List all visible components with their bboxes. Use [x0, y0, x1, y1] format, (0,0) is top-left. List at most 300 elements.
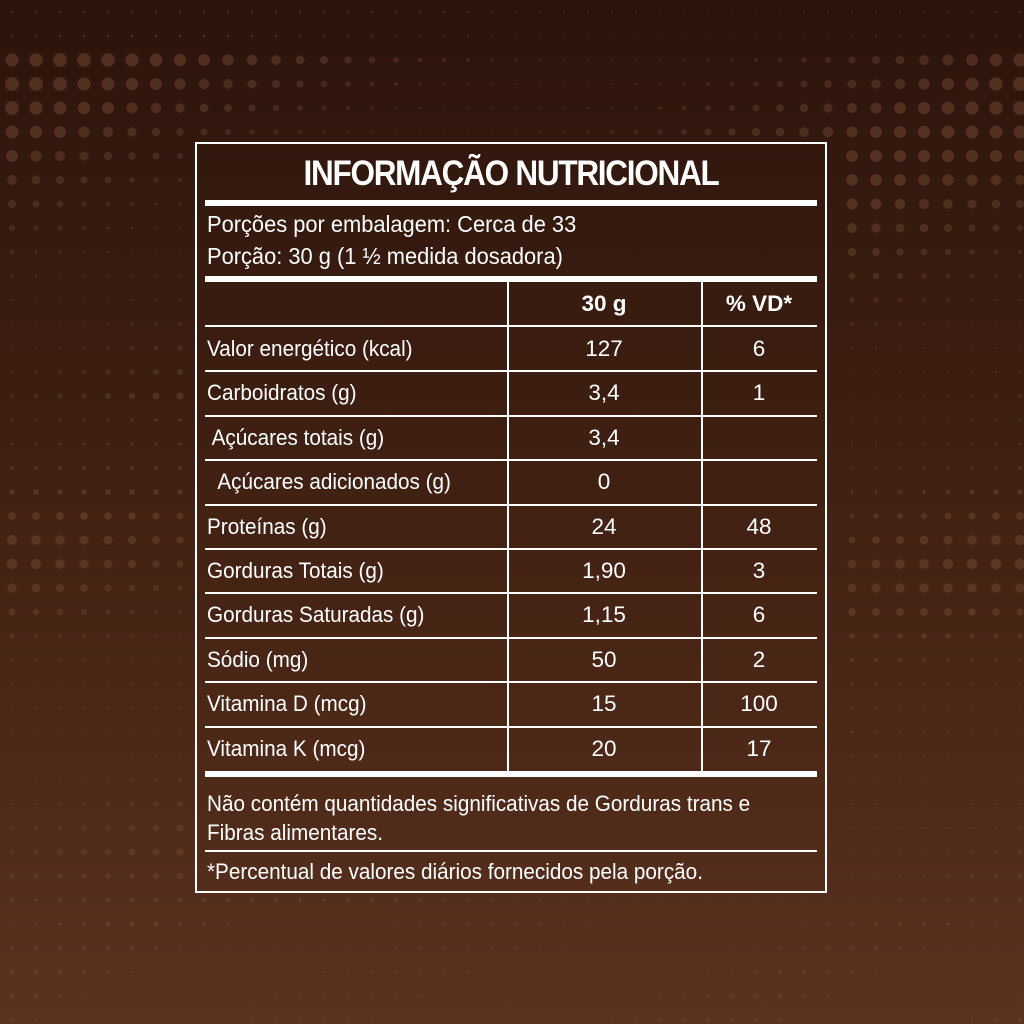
background-dot: [57, 873, 62, 878]
background-dot: [968, 512, 975, 519]
background-dot: [898, 946, 902, 950]
background-dot: [59, 299, 61, 301]
background-dot: [34, 466, 38, 470]
background-dot: [78, 102, 90, 114]
background-dot: [227, 995, 229, 997]
background-dot: [130, 346, 134, 350]
background-dot: [943, 199, 953, 209]
background-dot: [682, 106, 687, 111]
background-dot: [466, 970, 470, 974]
background-dot: [994, 634, 999, 639]
background-dot: [965, 101, 978, 114]
background-dot: [1017, 225, 1023, 231]
background-dot: [418, 946, 422, 950]
background-dot: [150, 54, 163, 67]
background-dot: [107, 11, 109, 13]
background-dot: [104, 584, 111, 591]
background-dot: [995, 923, 997, 925]
background-dot: [994, 898, 998, 902]
background-dot: [203, 971, 205, 973]
background-dot: [178, 610, 182, 614]
background-dot: [872, 608, 880, 616]
background-dot: [105, 177, 112, 184]
background-dot: [370, 994, 375, 999]
background-dot: [10, 898, 14, 902]
background-dot: [33, 225, 39, 231]
background-dot: [106, 226, 110, 230]
background-dot: [991, 559, 1002, 570]
background-dot: [921, 249, 928, 256]
background-dot: [923, 443, 926, 446]
background-dot: [107, 995, 109, 997]
background-dot: [58, 466, 62, 470]
background-dot: [227, 11, 229, 13]
background-dot: [7, 583, 16, 592]
background-dot: [11, 707, 14, 710]
background-dot: [11, 923, 13, 925]
background-dot: [53, 53, 67, 67]
background-dot: [151, 103, 161, 113]
background-dot: [33, 609, 40, 616]
background-dot: [35, 779, 38, 782]
background-dot: [779, 923, 781, 925]
background-dot: [35, 11, 37, 13]
background-dot: [899, 779, 902, 782]
nutrient-amount: 127: [585, 336, 623, 361]
background-dot: [443, 131, 445, 133]
background-dot: [683, 59, 686, 62]
table-bottom-divider: [205, 771, 817, 777]
background-dot: [130, 898, 135, 903]
background-dot: [778, 970, 783, 975]
background-dot: [898, 490, 902, 494]
background-dot: [443, 35, 445, 37]
background-dot: [995, 971, 997, 973]
background-dot: [250, 1018, 254, 1022]
background-dot: [945, 513, 952, 520]
background-dot: [970, 898, 974, 902]
background-dot: [56, 176, 64, 184]
background-dot: [874, 754, 877, 757]
background-dot: [898, 322, 901, 325]
background-dot: [1018, 394, 1022, 398]
background-dot: [1013, 77, 1024, 91]
background-dot: [176, 824, 183, 831]
background-dot: [995, 947, 997, 949]
background-dot: [681, 129, 687, 135]
background-dot: [200, 104, 209, 113]
background-dot: [128, 536, 137, 545]
background-dot: [35, 683, 38, 686]
background-dot: [896, 248, 903, 255]
background-dot: [179, 971, 181, 973]
background-dot: [31, 559, 41, 569]
background-dot: [658, 994, 661, 997]
background-dot: [587, 35, 589, 37]
background-dot: [105, 849, 112, 856]
background-dot: [275, 947, 277, 949]
background-dot: [971, 947, 973, 949]
background-dot: [35, 755, 37, 757]
background-dot: [296, 80, 303, 87]
background-dot: [994, 850, 998, 854]
background-dot: [851, 11, 853, 13]
background-dot: [943, 55, 954, 66]
background-dot: [871, 79, 881, 89]
background-dot: [706, 1018, 711, 1023]
background-dot: [898, 730, 901, 733]
background-dot: [515, 899, 518, 902]
background-dot: [81, 393, 86, 398]
background-dot: [971, 755, 974, 758]
background-dot: [802, 970, 807, 975]
background-dot: [515, 107, 517, 109]
nutrient-daily-value: 2: [752, 646, 766, 672]
background-dot: [106, 418, 109, 421]
background-dot: [1018, 250, 1023, 255]
background-dot: [443, 11, 445, 13]
background-dot: [896, 608, 904, 616]
background-dot: [803, 11, 805, 13]
background-dot: [706, 994, 711, 999]
background-dot: [82, 778, 85, 781]
background-dot: [371, 11, 373, 13]
background-dot: [730, 970, 734, 974]
background-dot: [466, 82, 469, 85]
nutrition-facts-label: [195, 142, 827, 893]
background-dot: [129, 801, 134, 806]
background-dot: [659, 923, 661, 925]
background-dot: [177, 513, 184, 520]
background-dot: [131, 275, 133, 277]
background-dot: [731, 899, 733, 901]
background-dot: [968, 224, 975, 231]
background-dot: [346, 970, 350, 974]
background-dot: [107, 683, 109, 685]
background-dot: [202, 922, 205, 925]
background-dot: [970, 658, 973, 661]
background-dot: [848, 584, 857, 593]
background-dot: [10, 394, 14, 398]
background-dot: [971, 443, 974, 446]
background-dot: [203, 995, 205, 997]
background-dot: [418, 970, 423, 975]
background-dot: [658, 106, 662, 110]
background-dot: [58, 970, 63, 975]
background-dot: [58, 394, 63, 399]
background-dot: [849, 633, 855, 639]
background-dot: [179, 707, 181, 709]
background-dot: [58, 346, 61, 349]
background-dot: [152, 536, 160, 544]
background-dot: [922, 490, 926, 494]
background-dot: [899, 851, 902, 854]
background-dot: [1013, 53, 1024, 66]
background-dot: [59, 707, 61, 709]
nutrient-daily-value: [701, 460, 817, 504]
background-dot: [755, 923, 757, 925]
background-dot: [275, 35, 277, 37]
background-dot: [851, 35, 853, 37]
background-dot: [562, 130, 565, 133]
background-dot: [82, 370, 86, 374]
background-dot: [971, 323, 974, 326]
background-dot: [942, 102, 955, 115]
background-dot: [298, 130, 302, 134]
background-dot: [395, 923, 397, 925]
background-dot: [611, 899, 614, 902]
background-dot: [563, 947, 565, 949]
background-dot: [80, 512, 88, 520]
background-dot: [942, 78, 954, 90]
background-dot: [106, 970, 109, 973]
background-dot: [899, 371, 901, 373]
background-dot: [706, 82, 710, 86]
background-dot: [179, 251, 181, 253]
background-dot: [515, 83, 518, 86]
background-dot: [995, 323, 997, 325]
background-dot: [347, 923, 349, 925]
background-dot: [539, 83, 541, 85]
background-dot: [899, 443, 902, 446]
background-dot: [8, 200, 16, 208]
background-dot: [873, 633, 879, 639]
background-dot: [198, 54, 210, 66]
background-dot: [971, 11, 973, 13]
background-dot: [129, 393, 135, 399]
background-dot: [899, 827, 901, 829]
background-dot: [178, 202, 181, 205]
background-dot: [271, 55, 281, 65]
background-dot: [107, 659, 110, 662]
background-dot: [346, 898, 350, 902]
background-dot: [875, 707, 878, 710]
background-dot: [994, 466, 997, 469]
background-dot: [731, 923, 733, 925]
background-dot: [251, 995, 253, 997]
background-dot: [895, 79, 905, 89]
background-dot: [34, 658, 37, 661]
background-dot: [176, 536, 184, 544]
background-dot: [299, 11, 301, 13]
background-dot: [107, 35, 109, 37]
background-dot: [177, 369, 183, 375]
background-dot: [153, 153, 160, 160]
background-dot: [850, 946, 855, 951]
background-dot: [874, 490, 878, 494]
background-dot: [31, 535, 41, 545]
background-dot: [563, 83, 565, 85]
background-dot: [34, 994, 38, 998]
background-dot: [848, 536, 855, 543]
background-dot: [944, 224, 952, 232]
background-dot: [1015, 559, 1024, 570]
background-dot: [130, 322, 133, 325]
background-dot: [227, 923, 230, 926]
background-dot: [851, 395, 853, 397]
background-dot: [851, 371, 854, 374]
background-dot: [994, 274, 998, 278]
background-dot: [851, 899, 854, 902]
background-dot: [920, 536, 929, 545]
background-dot: [635, 923, 637, 925]
background-dot: [730, 58, 734, 62]
background-dot: [918, 126, 931, 139]
nutrient-amount: 0: [597, 469, 611, 495]
background-dot: [874, 922, 879, 927]
background-dot: [754, 994, 759, 999]
background-dot: [10, 370, 13, 373]
background-dot: [899, 1019, 901, 1021]
background-dot: [1018, 1018, 1022, 1022]
background-dot: [419, 923, 422, 926]
background-dot: [82, 466, 86, 470]
background-dot: [1019, 995, 1021, 997]
background-dot: [1017, 489, 1022, 494]
background-dot: [611, 971, 613, 973]
background-dot: [179, 659, 181, 661]
background-dot: [1019, 683, 1022, 686]
background-dot: [395, 35, 397, 37]
background-dot: [918, 78, 929, 89]
background-dot: [826, 946, 831, 951]
background-dot: [635, 59, 637, 61]
background-dot: [370, 970, 374, 974]
background-dot: [966, 54, 978, 66]
background-dot: [657, 129, 662, 134]
background-dot: [943, 583, 953, 593]
background-dot: [894, 174, 906, 186]
background-dot: [947, 1019, 949, 1021]
background-dot: [104, 560, 113, 569]
background-dot: [7, 535, 17, 545]
background-dot: [586, 130, 590, 134]
background-dot: [178, 418, 181, 421]
background-dot: [178, 778, 183, 783]
background-dot: [10, 466, 14, 470]
background-dot: [872, 56, 880, 64]
background-dot: [848, 248, 856, 256]
background-dot: [59, 11, 61, 13]
background-dot: [153, 801, 159, 807]
background-dot: [394, 106, 397, 109]
background-dot: [298, 898, 302, 902]
background-dot: [1018, 466, 1022, 470]
background-dot: [127, 127, 136, 136]
background-dot: [155, 275, 157, 277]
background-dot: [923, 995, 925, 997]
background-dot: [491, 83, 494, 86]
background-dot: [587, 971, 589, 973]
background-dot: [275, 11, 277, 13]
background-dot: [539, 107, 541, 109]
background-dot: [129, 489, 135, 495]
background-dot: [947, 947, 949, 949]
background-dot: [635, 899, 638, 902]
background-dot: [875, 971, 878, 974]
background-dot: [850, 322, 854, 326]
background-dot: [563, 971, 565, 973]
background-dot: [1014, 150, 1024, 162]
background-dot: [873, 273, 879, 279]
background-dot: [155, 731, 158, 734]
background-dot: [778, 946, 782, 950]
background-dot: [179, 683, 181, 685]
background-dot: [442, 82, 445, 85]
background-dot: [10, 994, 15, 999]
background-dot: [5, 101, 19, 115]
background-dot: [659, 11, 661, 13]
nutrient-name: Carboidratos (g): [207, 380, 357, 406]
background-dot: [31, 175, 40, 184]
background-dot: [682, 1018, 687, 1023]
background-dot: [35, 419, 38, 422]
background-dot: [79, 151, 88, 160]
background-dot: [107, 1019, 109, 1021]
background-dot: [155, 227, 158, 230]
background-dot: [995, 299, 998, 302]
background-dot: [131, 755, 134, 758]
background-dot: [1018, 826, 1022, 830]
background-dot: [850, 490, 854, 494]
background-dot: [587, 995, 589, 997]
background-dot: [442, 922, 446, 926]
background-dot: [7, 559, 18, 570]
background-dot: [539, 35, 541, 37]
background-dot: [81, 873, 87, 879]
background-dot: [58, 802, 62, 806]
background-dot: [82, 418, 85, 421]
background-dot: [107, 299, 110, 302]
background-dot: [54, 126, 66, 138]
background-dot: [899, 995, 901, 997]
background-dot: [801, 81, 808, 88]
background-dot: [30, 126, 42, 138]
background-dot: [81, 609, 87, 615]
background-dot: [563, 995, 565, 997]
background-dot: [947, 419, 950, 422]
background-dot: [419, 131, 421, 133]
background-dot: [418, 82, 422, 86]
background-dot: [152, 512, 159, 519]
background-dot: [875, 995, 877, 997]
background-dot: [154, 778, 158, 782]
background-dot: [35, 731, 37, 733]
background-dot: [34, 970, 39, 975]
background-dot: [248, 80, 257, 89]
nutrient-name: Sódio (mg): [207, 646, 309, 672]
background-dot: [251, 923, 253, 925]
background-dot: [947, 779, 949, 781]
background-dot: [1019, 947, 1021, 949]
background-dot: [971, 683, 974, 686]
background-dot: [827, 11, 829, 13]
background-dot: [563, 11, 565, 13]
background-dot: [56, 512, 64, 520]
background-dot: [611, 35, 613, 37]
background-dot: [965, 125, 978, 138]
background-dot: [491, 131, 494, 134]
background-dot: [922, 922, 927, 927]
background-dot: [202, 898, 207, 903]
background-dot: [107, 251, 110, 254]
background-dot: [971, 803, 974, 806]
background-dot: [251, 971, 253, 973]
background-dot: [515, 995, 517, 997]
background-dot: [152, 128, 161, 137]
background-dot: [299, 971, 301, 973]
background-dot: [466, 946, 471, 951]
